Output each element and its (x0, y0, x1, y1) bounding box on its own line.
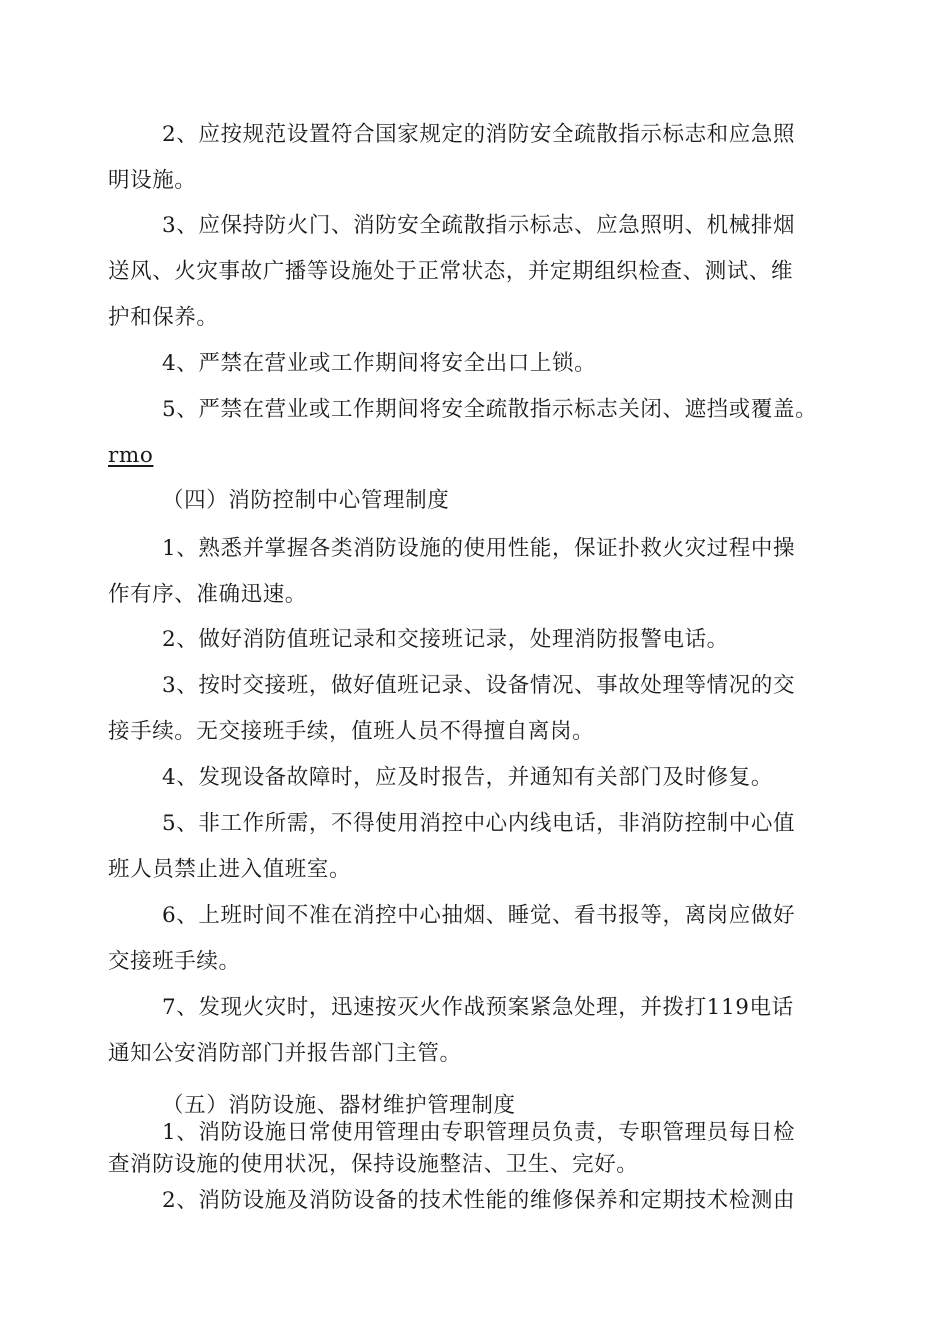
paragraph-line: 3、按时交接班，做好值班记录、设备情况、事故处理等情况的交 (162, 673, 796, 698)
paragraph-line: 送风、火灾事故广播等设施处于正常状态，并定期组织检查、测试、维 (108, 259, 794, 284)
paragraph-line: 作有序、准确迅速。 (108, 582, 307, 607)
paragraph-line: 5、严禁在营业或工作期间将安全疏散指示标志关闭、遮挡或覆盖。 (162, 397, 818, 422)
paragraph-line: 明设施。 (108, 168, 197, 193)
paragraph-line: 5、非工作所需，不得使用消控中心内线电话，非消防控制中心值 (162, 811, 796, 836)
paragraph-line: 2、应按规范设置符合国家规定的消防安全疏散指示标志和应急照 (162, 122, 796, 147)
paragraph-line: 3、应保持防火门、消防安全疏散指示标志、应急照明、机械排烟 (162, 213, 796, 238)
paragraph-line: 1、熟悉并掌握各类消防设施的使用性能，保证扑救火灾过程中操 (162, 536, 796, 561)
paragraph-line: 7、发现火灾时，迅速按灭火作战预案紧急处理，并拨打119电话 (162, 995, 794, 1020)
stray-text: rmo (108, 443, 154, 468)
paragraph-line: 班人员禁止进入值班室。 (108, 857, 352, 882)
paragraph-line: 4、发现设备故障时，应及时报告，并通知有关部门及时修复。 (162, 765, 773, 790)
paragraph-line: 通知公安消防部门并报告部门主管。 (108, 1041, 462, 1066)
paragraph-line: 1、消防设施日常使用管理由专职管理员负责，专职管理员每日检 (162, 1120, 796, 1145)
paragraph-line: 接手续。无交接班手续，值班人员不得擅自离岗。 (108, 719, 595, 744)
paragraph-line: 6、上班时间不准在消控中心抽烟、睡觉、看书报等，离岗应做好 (162, 903, 796, 928)
paragraph-line: 4、严禁在营业或工作期间将安全出口上锁。 (162, 351, 597, 376)
section-heading: （四）消防控制中心管理制度 (162, 488, 450, 513)
paragraph-line: 交接班手续。 (108, 949, 241, 974)
paragraph-line: 2、消防设施及消防设备的技术性能的维修保养和定期技术检测由 (162, 1188, 796, 1213)
section-heading: （五）消防设施、器材维护管理制度 (162, 1093, 516, 1118)
paragraph-line: 护和保养。 (108, 305, 219, 330)
paragraph-line: 2、做好消防值班记录和交接班记录，处理消防报警电话。 (162, 627, 729, 652)
paragraph-line: 查消防设施的使用状况，保持设施整洁、卫生、完好。 (108, 1152, 639, 1177)
